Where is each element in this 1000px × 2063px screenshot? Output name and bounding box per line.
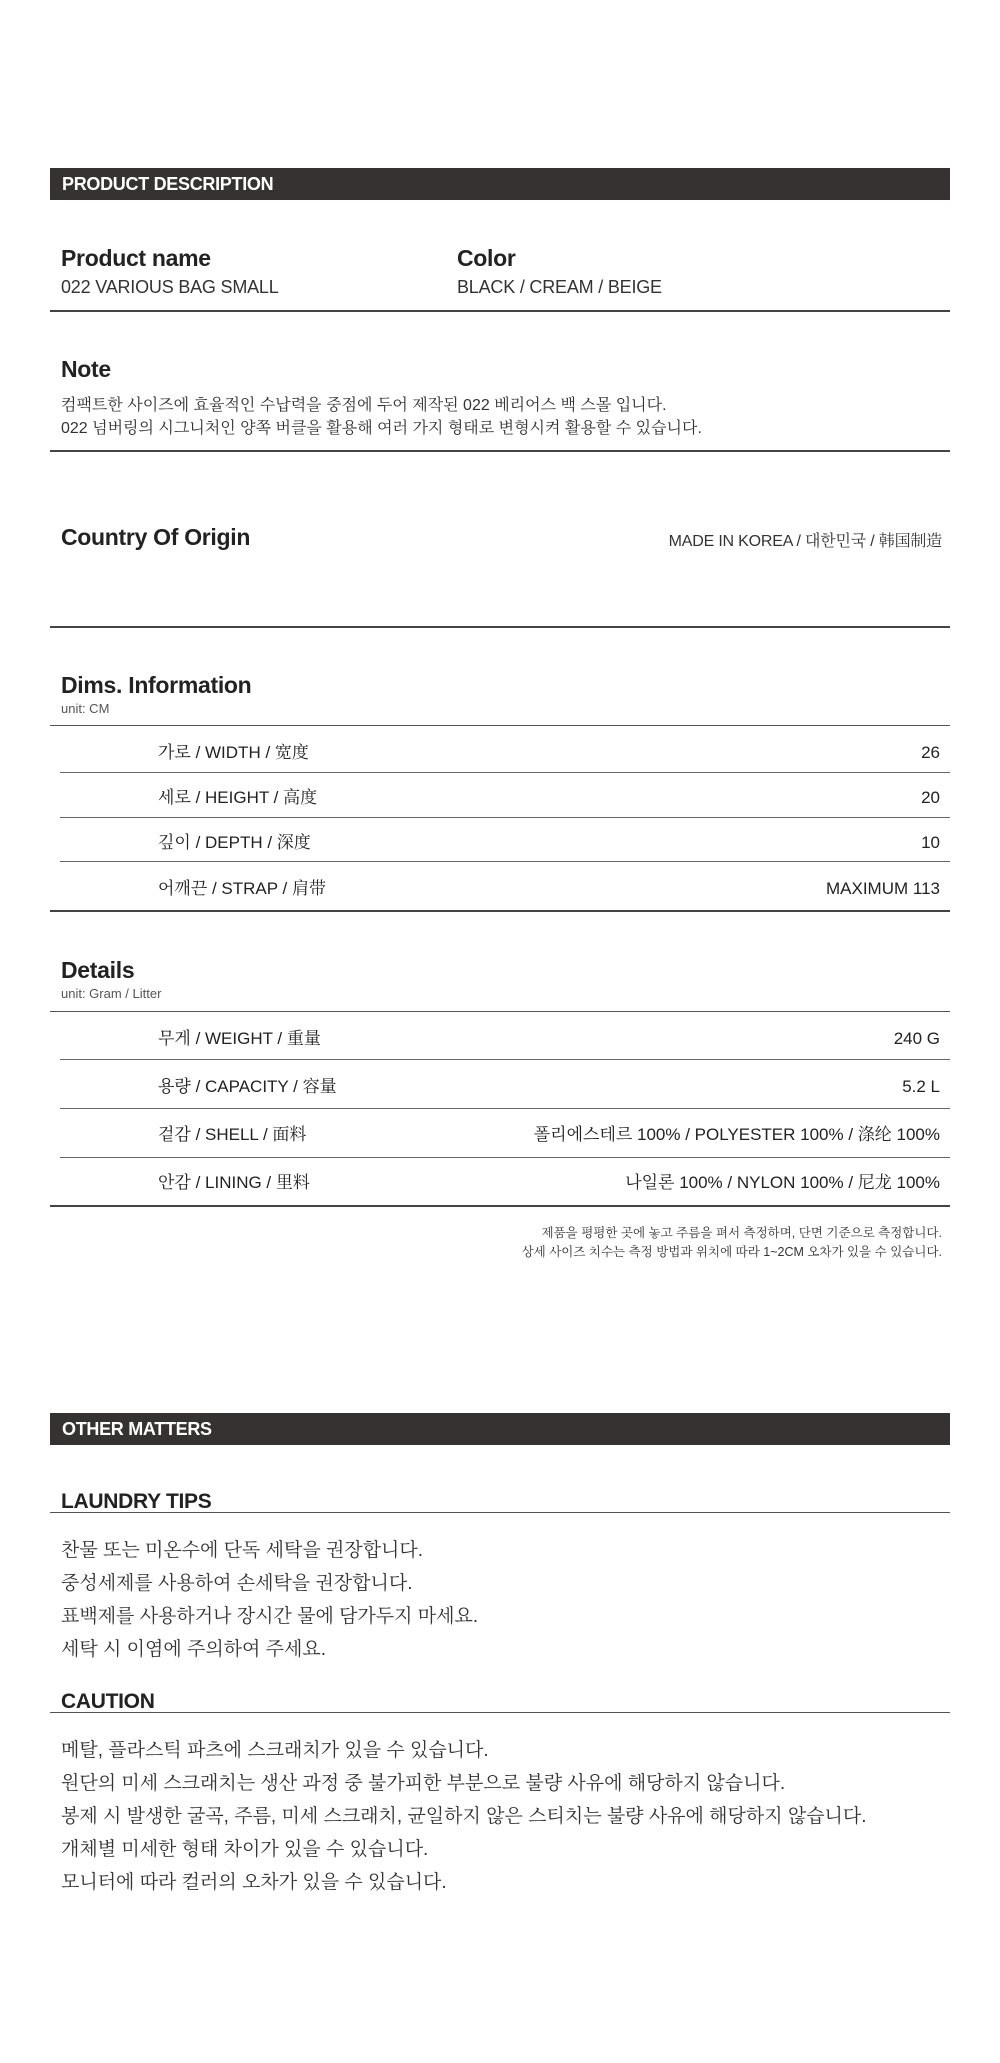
details-title: Details	[61, 957, 135, 983]
table-row	[50, 867, 950, 911]
divider	[50, 1011, 950, 1012]
table-row	[50, 1113, 950, 1157]
origin-value: MADE IN KOREA / 대한민국 / 韩国制造	[668, 533, 942, 550]
note-line: 컴팩트한 사이즈에 효율적인 수납력을 중점에 두어 제작된 022 베리어스 백 스몰 입니다.	[61, 397, 667, 414]
divider	[60, 772, 950, 773]
dims-title: Dims. Information	[61, 672, 252, 698]
list-item: 찬물 또는 미온수에 단독 세탁을 권장합니다.	[61, 1540, 424, 1561]
list-item: 봉제 시 발생한 굴곡, 주름, 미세 스크래치, 균일하지 않은 스티치는 불량 사유에 해당하지 않습니다.	[61, 1806, 867, 1827]
dim-value-depth: 10	[921, 833, 940, 852]
caution-title: CAUTION	[61, 1690, 155, 1713]
note-line: 022 넘버링의 시그니처인 양쪽 버클을 활용해 여러 가지 형태로 변형시켜 활용할 수 있습니다.	[61, 420, 702, 437]
table-row	[50, 1065, 950, 1109]
color-label: Color	[457, 245, 516, 271]
dim-label-width: 가로 / WIDTH / 宽度	[158, 743, 309, 762]
divider	[60, 1157, 950, 1158]
dims-unit: unit: CM	[61, 701, 110, 716]
detail-value-weight: 240 G	[893, 1029, 940, 1048]
other-matters-header: OTHER MATTERS	[50, 1413, 950, 1445]
divider	[50, 1712, 950, 1713]
product-description-header: PRODUCT DESCRIPTION	[50, 168, 950, 200]
list-item: 원단의 미세 스크래치는 생산 과정 중 불가피한 부분으로 불량 사유에 해당하지 않습니다.	[61, 1773, 786, 1794]
divider	[60, 861, 950, 862]
divider	[50, 310, 950, 312]
detail-value-lining: 나일론 100% / NYLON 100% / 尼龙 100%	[625, 1173, 940, 1192]
divider	[50, 1512, 950, 1513]
list-item: 중성세제를 사용하여 손세탁을 권장합니다.	[61, 1573, 413, 1594]
table-row	[50, 776, 950, 820]
table-row	[50, 1161, 950, 1205]
detail-label-lining: 안감 / LINING / 里料	[158, 1173, 310, 1192]
divider	[50, 1205, 950, 1207]
divider	[50, 626, 950, 628]
table-row	[50, 1017, 950, 1061]
dim-value-width: 26	[921, 743, 940, 762]
note-label: Note	[61, 356, 111, 382]
color-value: BLACK / CREAM / BEIGE	[457, 277, 662, 297]
details-unit: unit: Gram / Litter	[61, 986, 162, 1001]
list-item: 표백제를 사용하거나 장시간 물에 담가두지 마세요.	[61, 1606, 479, 1627]
dim-label-depth: 깊이 / DEPTH / 深度	[158, 833, 311, 852]
detail-label-shell: 겉감 / SHELL / 面料	[158, 1125, 307, 1144]
detail-value-shell: 폴리에스테르 100% / POLYESTER 100% / 涤纶 100%	[533, 1125, 940, 1144]
divider	[50, 910, 950, 912]
laundry-tips-title: LAUNDRY TIPS	[61, 1490, 212, 1513]
dim-label-height: 세로 / HEIGHT / 高度	[158, 788, 318, 807]
list-item: 메탈, 플라스틱 파츠에 스크래치가 있을 수 있습니다.	[61, 1740, 489, 1761]
detail-value-capacity: 5.2 L	[902, 1077, 940, 1096]
product-name-label: Product name	[61, 245, 211, 271]
detail-label-capacity: 용량 / CAPACITY / 容量	[158, 1077, 337, 1096]
divider	[60, 817, 950, 818]
table-row	[50, 821, 950, 865]
dim-value-strap: MAXIMUM 113	[826, 879, 940, 898]
origin-label: Country Of Origin	[61, 524, 251, 550]
divider	[50, 725, 950, 726]
divider	[60, 1108, 950, 1109]
divider	[60, 1059, 950, 1060]
list-item: 개체별 미세한 형태 차이가 있을 수 있습니다.	[61, 1839, 429, 1860]
detail-label-weight: 무게 / WEIGHT / 重量	[158, 1029, 321, 1048]
divider	[50, 450, 950, 452]
list-item: 모니터에 따라 컬러의 오차가 있을 수 있습니다.	[61, 1872, 447, 1893]
measure-note: 상세 사이즈 치수는 측정 방법과 위치에 따라 1~2CM 오차가 있을 수 있습니다.	[521, 1245, 942, 1259]
dim-value-height: 20	[921, 788, 940, 807]
product-name-value: 022 VARIOUS BAG SMALL	[61, 277, 279, 297]
dim-label-strap: 어깨끈 / STRAP / 肩带	[158, 879, 326, 898]
table-row	[50, 731, 950, 775]
measure-note: 제품을 평평한 곳에 놓고 주름을 펴서 측정하며, 단면 기준으로 측정합니다.	[541, 1226, 942, 1240]
list-item: 세탁 시 이염에 주의하여 주세요.	[61, 1639, 326, 1660]
